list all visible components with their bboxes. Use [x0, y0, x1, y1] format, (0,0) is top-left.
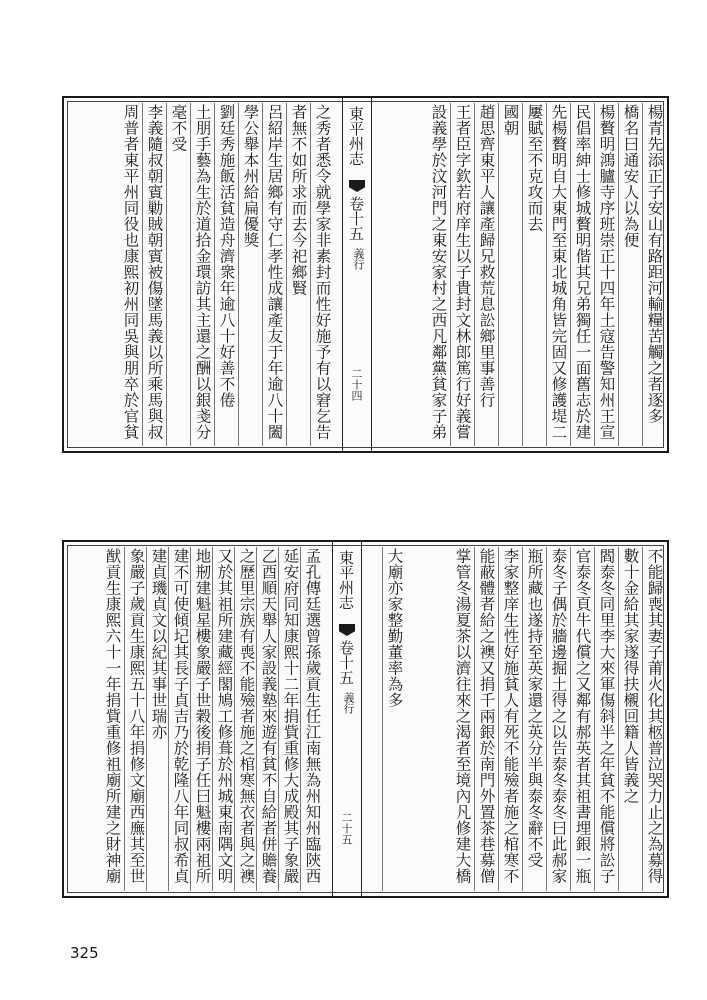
text-column: 民倡率紳士修城贅明偕其兄弟獨任一面舊志於建 [573, 104, 592, 440]
section-label: 義行 [352, 248, 365, 270]
text-column: 土朋手藝為生於道拾金環訪其主還之酬以銀戔分 [193, 104, 212, 440]
text-column: 瓶所藏也遂持至英家還之英分半與泰冬辭不受 [525, 548, 544, 868]
section-label: 義行 [342, 692, 355, 714]
text-column: 楊贅明鴻臚寺序班崇正十四年土寇告警知州王宣 [597, 104, 616, 440]
book-title: 東平州志 [337, 550, 355, 610]
text-column: 毫不受 [169, 104, 188, 152]
text-column: 猷貢生康熙六十一年捐貲重修祖廟所建之財神廟 [103, 548, 122, 884]
page-number: 325 [70, 944, 99, 962]
bottom-page-panel [62, 540, 669, 898]
text-column: 不能歸喪其妻子莆火化其柩普泣哭力止之為募得 [645, 548, 664, 884]
text-column: 之歷里宗族有喪不能殮者施之棺寒無衣者與之襖 [237, 548, 256, 884]
text-column: 李家整庠生性好施貧人有死不能殮者施之棺寒不 [501, 548, 520, 884]
text-column: 又於其祖所建藏經閣鳩工修葺於州城東南隅文明 [215, 548, 234, 884]
text-column: 象嚴子歲貢生康熙五十八年捐修文廟西廡其至世 [127, 548, 146, 884]
text-column: 周普者東平州同役也康熙初州同吳與朋卒於官貧 [121, 104, 140, 440]
text-column: 官泰冬頁牛代償之又鄰有郝英者其祖書埋銀一瓶 [573, 548, 592, 884]
text-column: 地剏建魁星樓象嚴子世穀後捐子任曰魁樓兩祖所 [193, 548, 212, 884]
folio-number: 二十四 [350, 368, 363, 401]
text-column: 數十金給其家遂得扶櫬回籍人皆義之 [621, 548, 640, 804]
text-column: 李義隨叔朝賓勦賊朝賓被傷墜馬義以所乘馬與叔 [145, 104, 164, 440]
text-column: 楊青先添正子安山有路距河輸糧苦觸之者逐多 [645, 104, 664, 424]
volume-label: 卷十五 [337, 640, 355, 685]
folio-number: 二十五 [340, 812, 353, 845]
text-column: 能蔽體者給之襖又捐千兩銀於南門外置茶巷募僧 [477, 548, 496, 884]
text-column: 閻泰冬同里李大來軍傷斜半之年貧不能償將訟子 [597, 548, 616, 884]
book-title: 東平州志 [347, 106, 365, 166]
text-column: 設義學於汶河門之東安家村之西凡鄰黨貧家子弟 [429, 104, 448, 440]
text-column: 延安府同知康熙十二年捐貲重修大成殿其子象嚴 [281, 548, 300, 884]
page-center-header [332, 542, 362, 896]
section-heading: 國朝 [501, 104, 520, 136]
fish-tail-mark-icon [339, 624, 355, 636]
text-column: 孟孔傳廷選曾孫歲貢生任江南無為州知州臨陝西 [303, 548, 322, 884]
fish-tail-mark-icon [349, 180, 365, 192]
text-column: 之秀者悉令就學家非素封而性好施予有以窘乞告 [313, 104, 332, 440]
text-column: 泰冬子偶於牆邊掘土得之以告泰冬泰冬曰此郝家 [549, 548, 568, 884]
text-column: 大廟亦家整勤董率為多 [385, 548, 404, 708]
text-column: 王者臣字欽若府庠生以子貴封文林郎篤行好義嘗 [453, 104, 472, 440]
text-column: 先楊贅明自大東門至東北城角皆完固又修護堤二 [549, 104, 568, 440]
volume-label: 卷十五 [347, 196, 365, 241]
text-column: 趙思齊東平人讓產歸兄救荒息訟鄉里事善行 [477, 104, 496, 408]
text-column: 屢賦至不克攻而去 [525, 104, 544, 232]
text-column: 學公舉本州給扁優獎 [241, 104, 260, 248]
text-column: 橋名曰通安人以為便 [621, 104, 640, 248]
text-column: 建貞璣貞文以紀其事世瑞亦 [149, 548, 168, 740]
page-center-header [342, 98, 372, 451]
text-column: 建不可使傾圮其長子貞吉乃於乾隆八年同叔希貞 [171, 548, 190, 884]
text-column: 掌管冬湯夏茶以濟往來之渴者至境內凡修建大橋 [453, 548, 472, 884]
top-page-panel [62, 96, 669, 453]
text-column: 乙酉順天舉人家設義塾來遊有貧不自給者併贍養 [259, 548, 278, 884]
text-column: 呂紹岸生居鄉有守仁孝性成讓產友于年逾八十闔 [265, 104, 284, 440]
text-column: 者無不如所求而去今祀鄉賢 [289, 104, 308, 296]
text-column: 劉廷秀施飯活貧造舟濟衆年逾八十好善不倦 [217, 104, 236, 408]
